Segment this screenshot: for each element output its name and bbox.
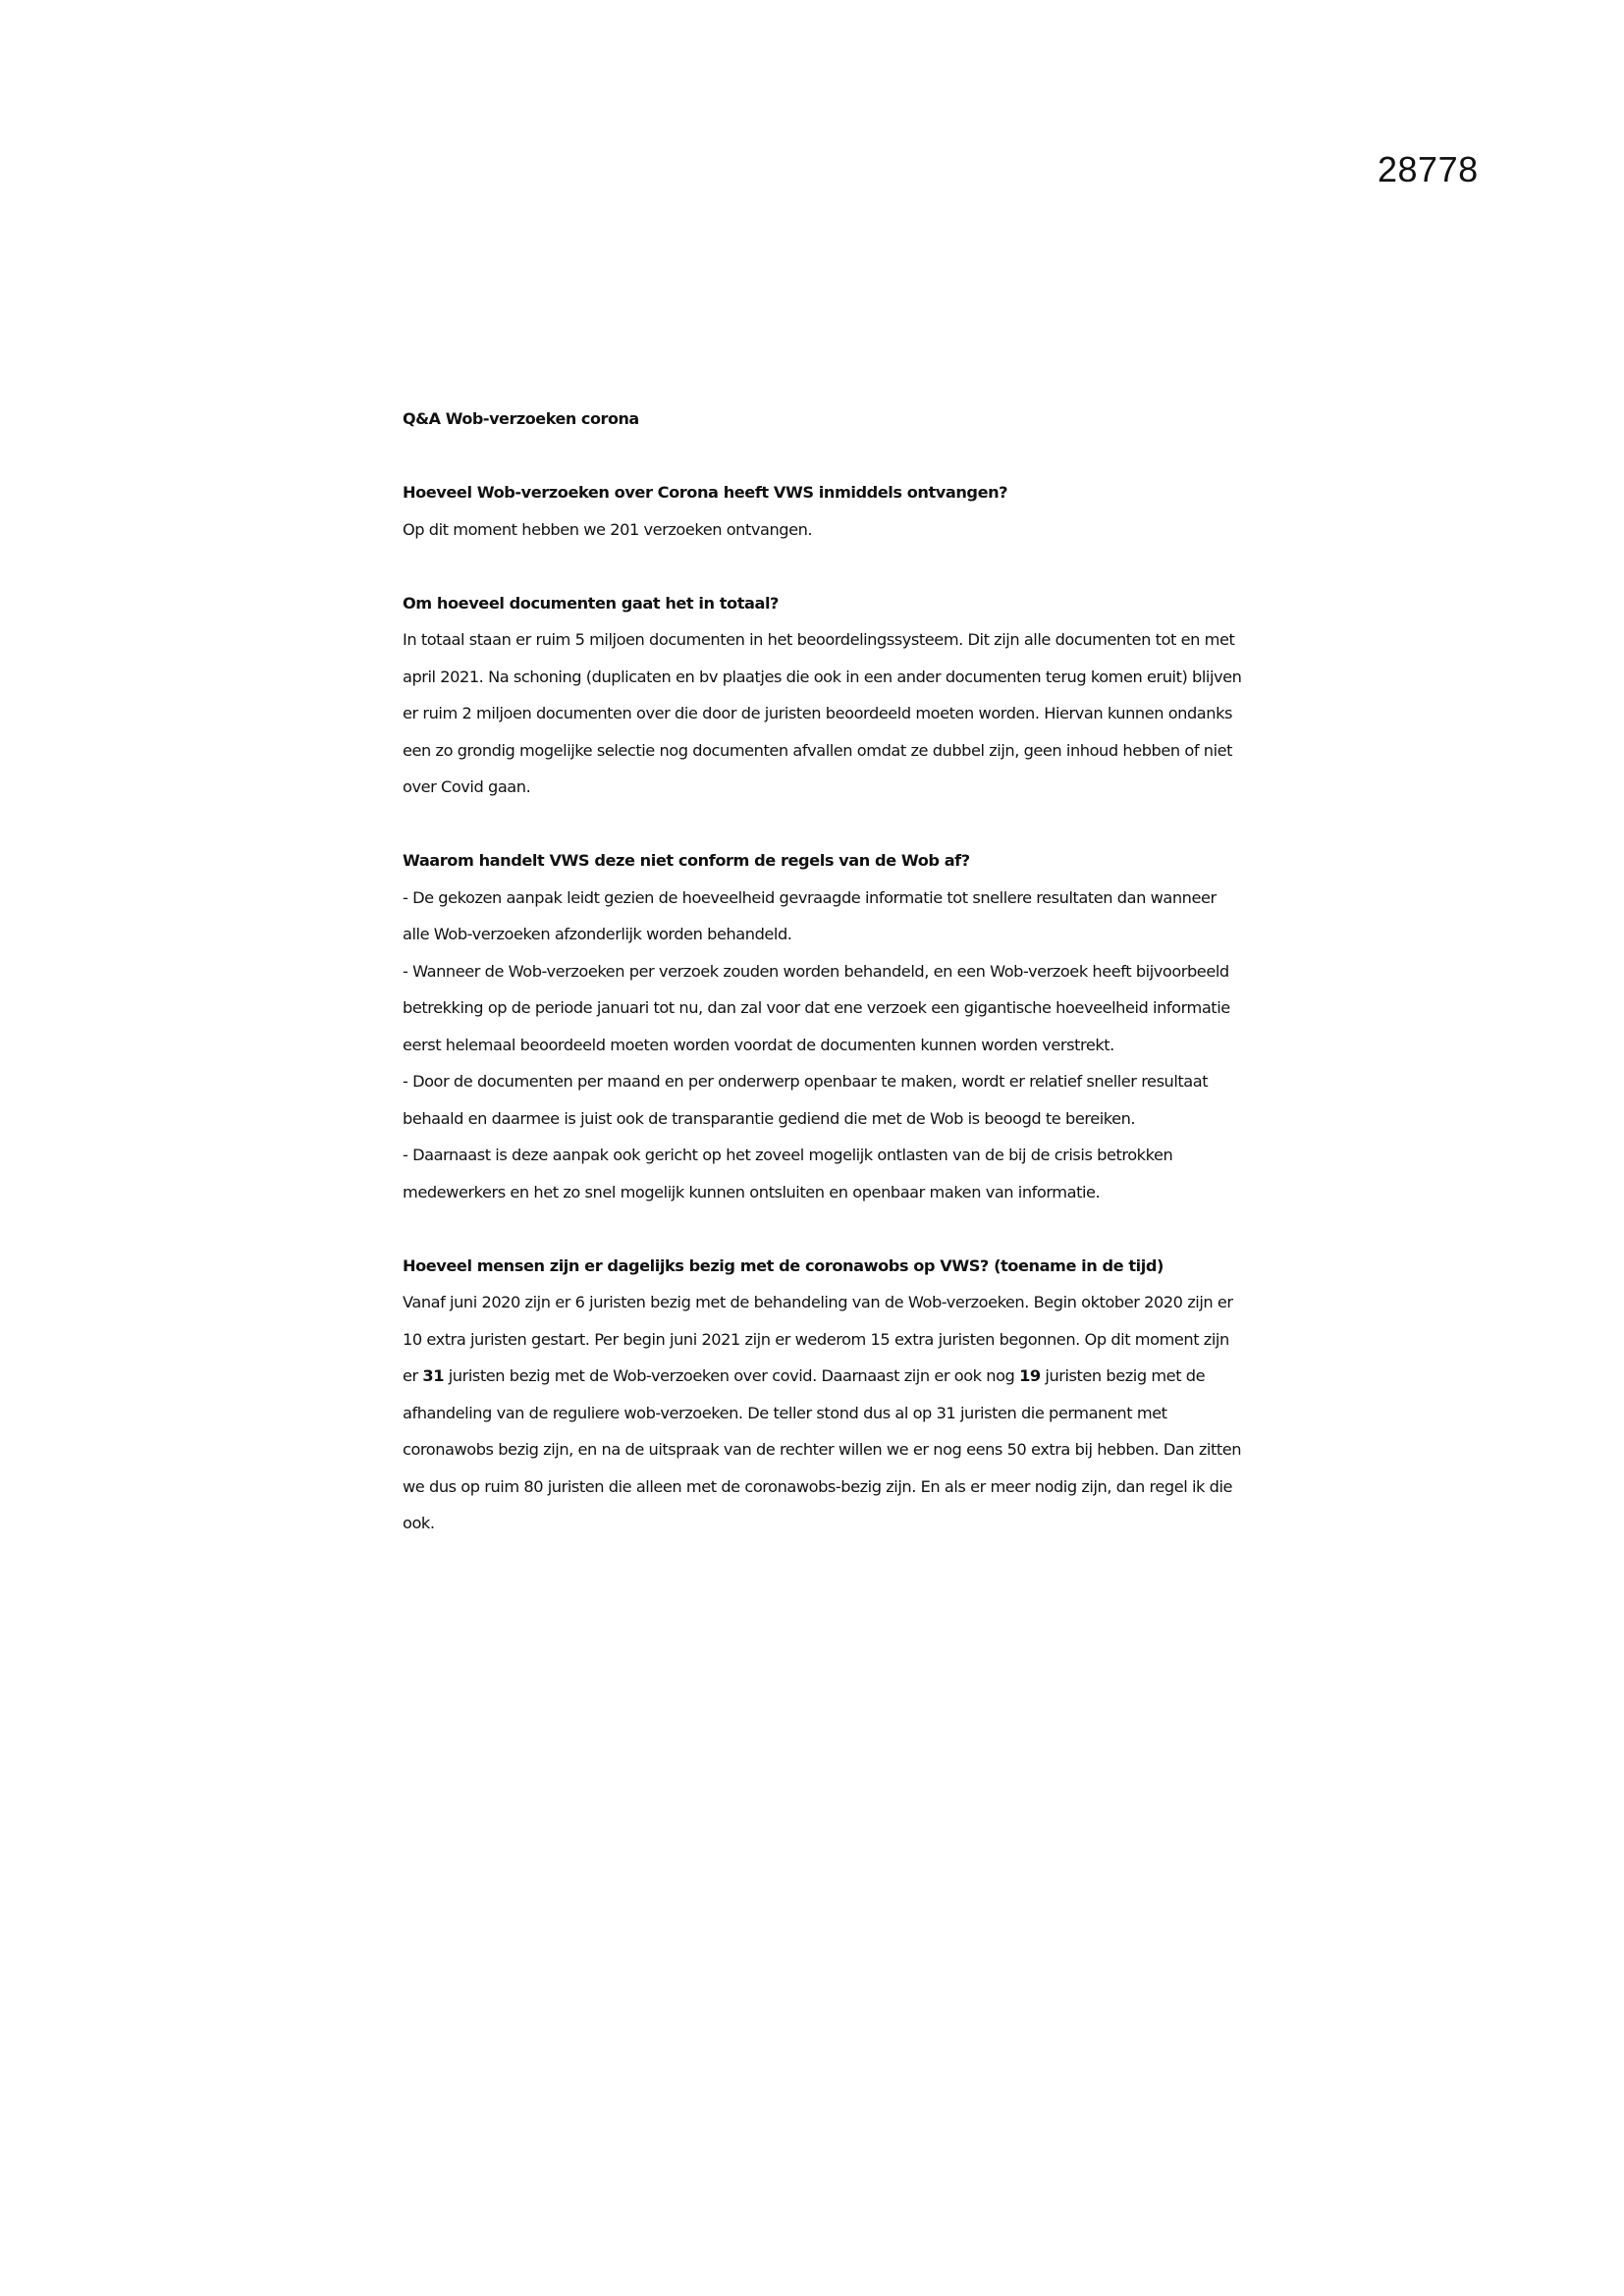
emphasis-number: 31	[422, 1366, 445, 1385]
answer-text: In totaal staan er ruim 5 miljoen documenten in het beoordelingssysteem. Dit zijn alle documenten tot en met april 2021. Na schoning (duplicaten en bv plaatjes die ook in een ander documenten terug komen eruit) blijven er ruim 2 miljoen documenten over die door de juristen beoordeeld moeten worden. Hiervan kunnen ondanks een zo grondig mogelijke selectie nog documenten afvallen omdat ze dubbel zijn, geen inhoud hebben of niet over Covid gaan.	[403, 630, 1242, 796]
answer-text: Op dit moment hebben we 201 verzoeken ontvangen.	[403, 519, 813, 539]
qa-section-document-count	[403, 585, 1247, 806]
qa-section-why-not-wob	[403, 842, 1247, 1210]
answer-bullet: - Daarnaast is deze aanpak ook gericht op het zoveel mogelijk ontlasten van de bij de crisis betrokken medewerkers en het zo snel mogelijk kunnen ontsluiten en openbaar maken van informatie.	[403, 1146, 1173, 1201]
question-heading: Hoeveel Wob-verzoeken over Corona heeft VWS inmiddels ontvangen?	[403, 483, 1008, 502]
answer-bullet: - De gekozen aanpak leidt gezien de hoeveelheid gevraagde informatie tot snellere resultaten dan wanneer alle Wob-verzoeken afzonderlijk worden behandeld.	[403, 887, 1217, 943]
qa-section-staffing	[403, 1248, 1247, 1542]
question-heading: Hoeveel mensen zijn er dagelijks bezig met de coronawobs op VWS? (toename in de tijd)	[403, 1255, 1164, 1275]
answer-text-part: juristen bezig met de Wob-verzoeken over covid. Daarnaast zijn er ook nog	[444, 1366, 1020, 1385]
answer-bullet: - Door de documenten per maand en per onderwerp openbaar te maken, wordt er relatief sneller resultaat behaald en daarmee is juist ook de transparantie gediend die met de Wob is beoogd te bereiken.	[403, 1072, 1209, 1128]
answer-bullet: - Wanneer de Wob-verzoeken per verzoek zouden worden behandeld, en een Wob-verzoek heeft bijvoorbeeld betrekking op de periode januari tot nu, dan zal voor dat ene verzoek een gigantische hoeveelheid informatie eerst helemaal beoordeeld moeten worden voordat de documenten kunnen worden verstrekt.	[403, 961, 1230, 1054]
document-body	[403, 400, 1247, 1578]
emphasis-number: 19	[1019, 1366, 1041, 1385]
answer-text	[403, 1284, 1247, 1542]
page-number: 28778	[1378, 149, 1479, 189]
answer-text-part: Vanaf juni 2020 zijn er 6 juristen bezig met de behandeling van de Wob-verzoeken. Begin oktober 2020 zijn er 10 extra juristen gestart. Per begin juni 2021 zijn er wederom 15 extra juristen begonnen. Op dit moment zijn er	[403, 1293, 1233, 1385]
question-heading: Om hoeveel documenten gaat het in totaal?	[403, 593, 779, 613]
question-heading: Waarom handelt VWS deze niet conform de regels van de Wob af?	[403, 851, 970, 870]
document-title: Q&A Wob-verzoeken corona	[403, 409, 639, 428]
qa-section-requests-count	[403, 474, 1247, 548]
answer-text-part: juristen bezig met de afhandeling van de reguliere wob-verzoeken. De teller stond dus al op 31 juristen die permanent met coronawobs bezig zijn, en na de uitspraak van de rechter willen we er nog eens 50 extra bij hebben. Dan zitten we dus op ruim 80 juristen die alleen met de coronawobs-bezig zijn. En als er meer nodig zijn, dan regel ik die ook.	[403, 1366, 1242, 1532]
